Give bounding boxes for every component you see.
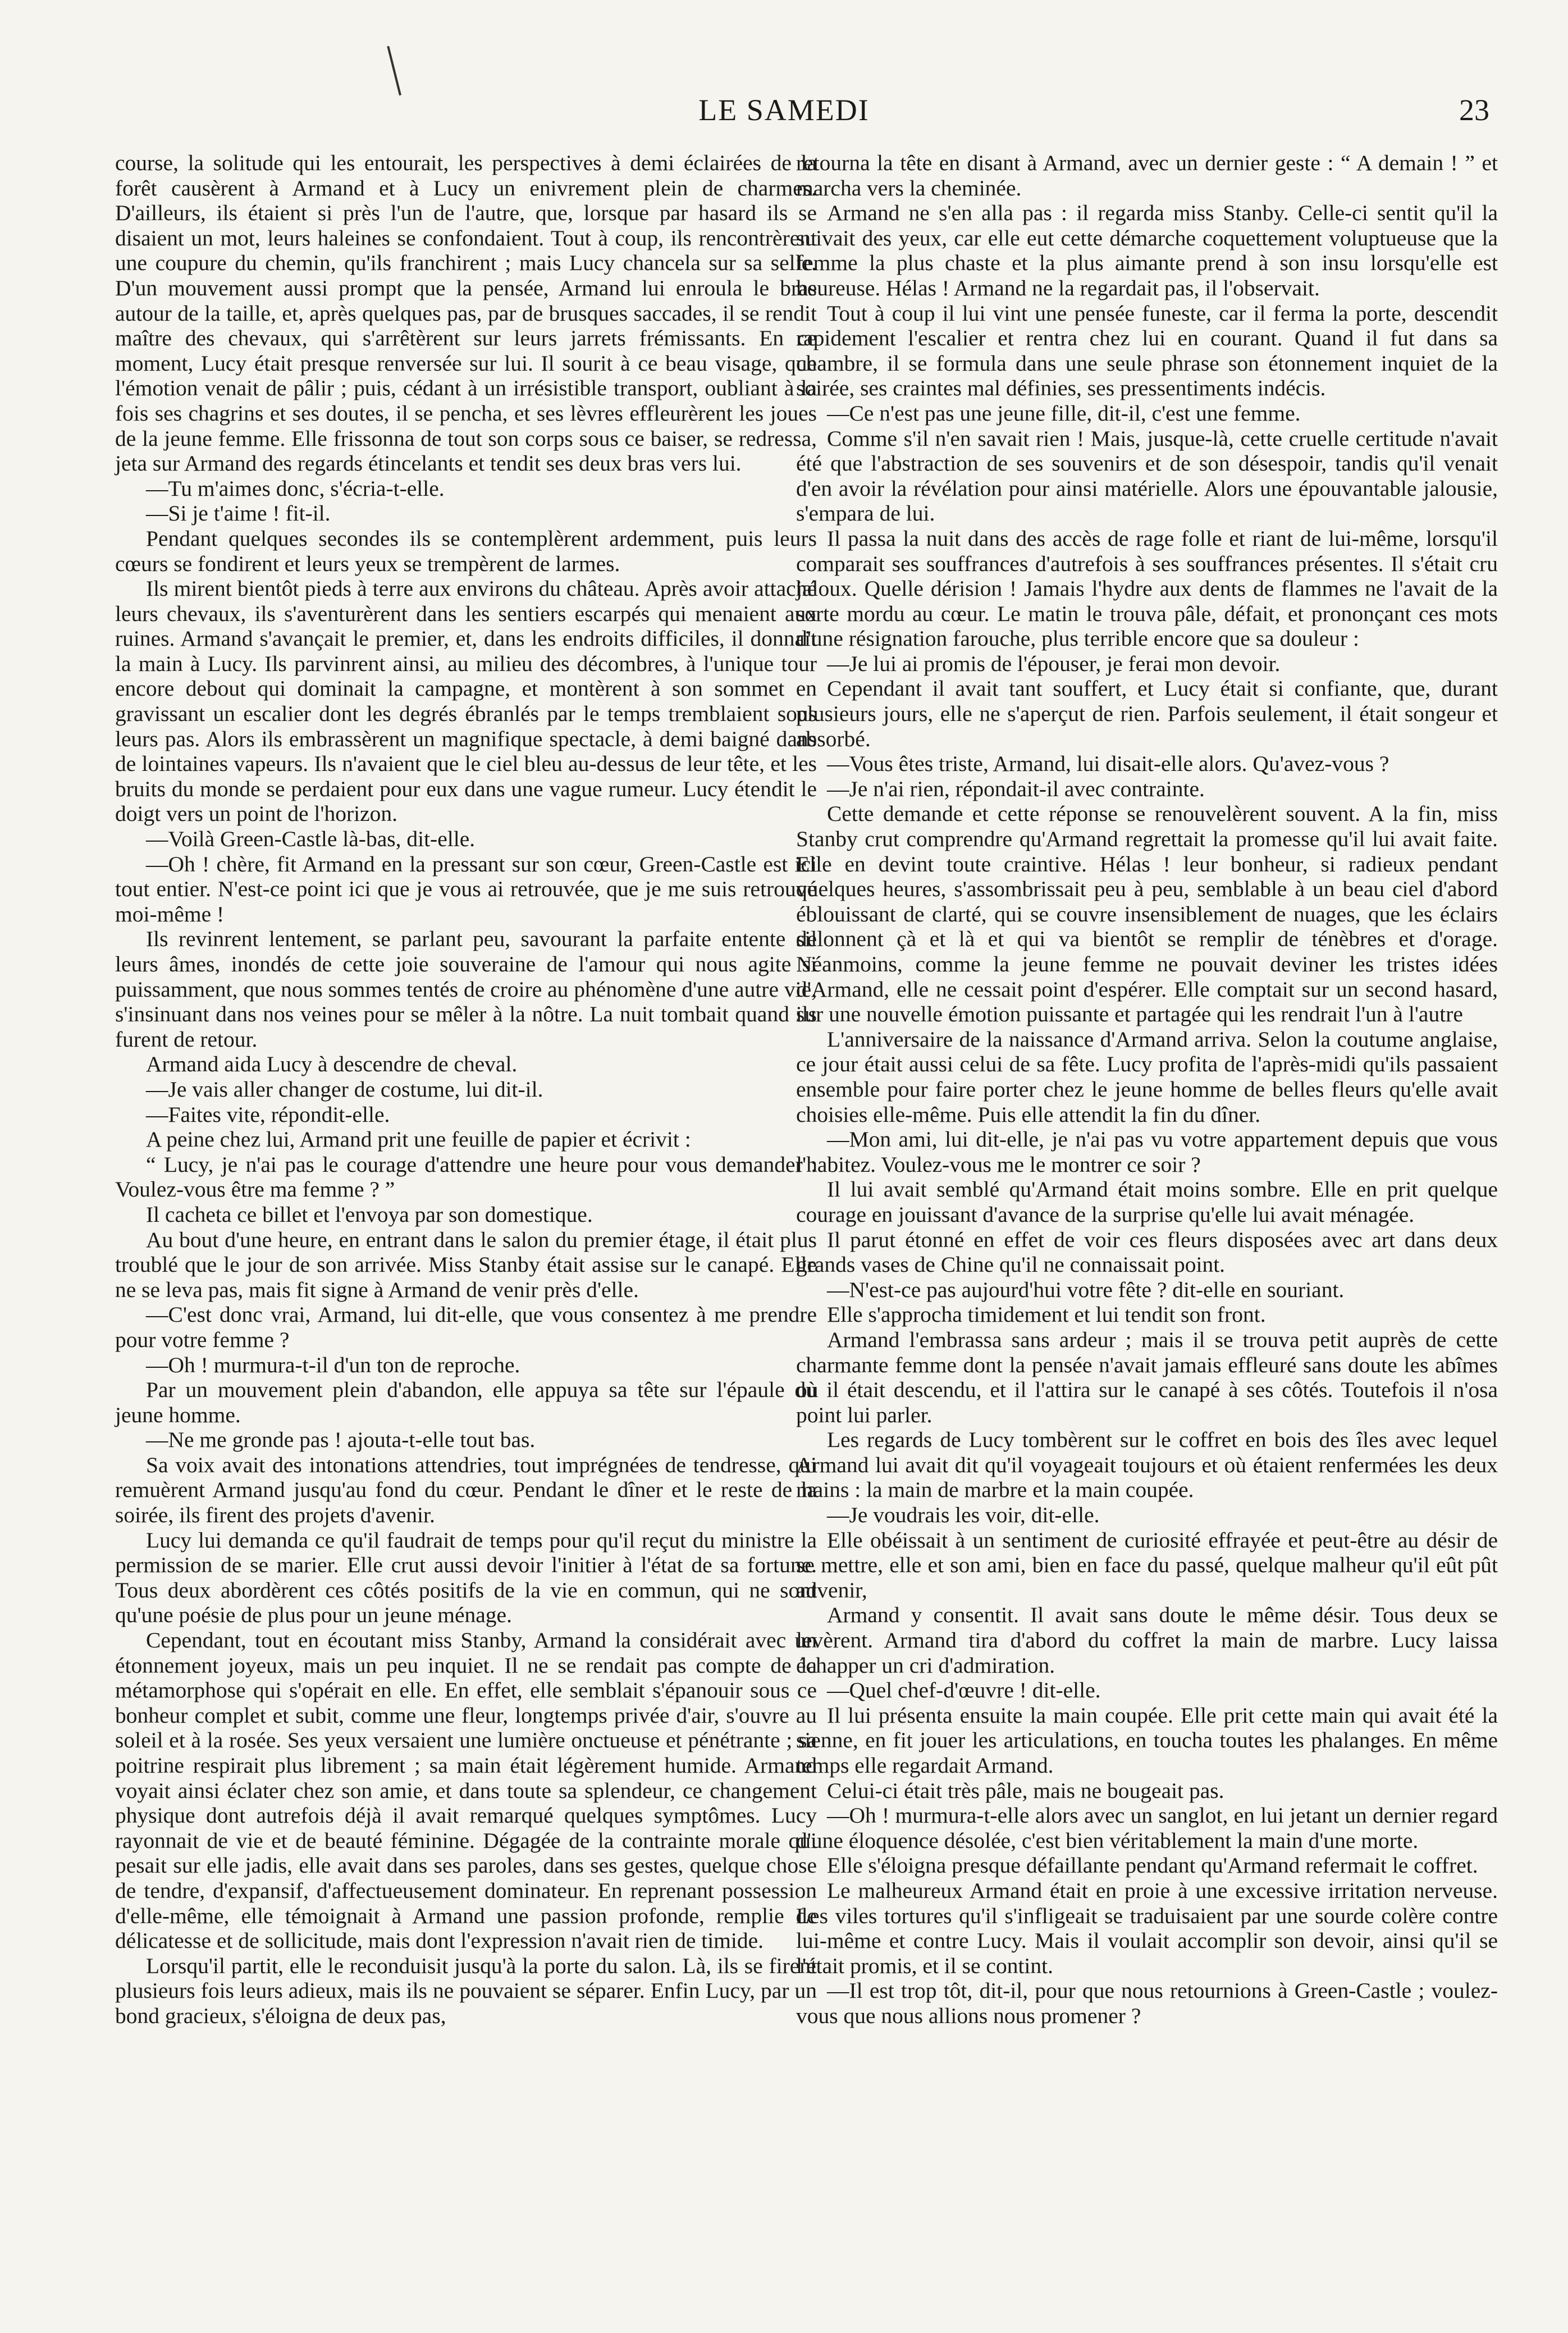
paragraph: A peine chez lui, Armand prit une feuille de papier et écrivit :: [146, 1127, 691, 1152]
paragraph: —Ne me gronde pas ! ajouta-t-elle tout bas.: [146, 1427, 536, 1453]
paragraph: Elle obéissait à un sentiment de curiosité effrayée et peut-être au désir de se mettre, elle et son ami, bien en face du passé, quelque malheur qu'il eût pût advenir,: [796, 1527, 1498, 1602]
paragraph: retourna la tête en disant à Armand, avec un dernier geste : “ A demain ! ” et marcha vers la cheminée.: [796, 150, 1498, 200]
paragraph: Les regards de Lucy tombèrent sur le coffret en bois des îles avec lequel Armand lui avait dit qu'il voyageait toujours et où étaient renfermées les deux mains : la main de marbre et la main coupée.: [796, 1427, 1498, 1503]
running-title: LE SAMEDI: [698, 93, 870, 127]
paragraph: —Voilà Green-Castle là-bas, dit-elle.: [146, 827, 476, 852]
paragraph: —Je voudrais les voir, dit-elle.: [827, 1503, 1100, 1528]
paragraph: Cependant il avait tant souffert, et Lucy était si confiante, que, durant plusieurs jours, elle ne s'aperçut de rien. Parfois seulement, il était songeur et absorbé.: [796, 676, 1498, 751]
paragraph: Celui-ci était très pâle, mais ne bougeait pas.: [827, 1778, 1224, 1803]
paragraph: Par un mouvement plein d'abandon, elle appuya sa tête sur l'épaule du jeune homme.: [115, 1377, 817, 1427]
stray-ink-mark: [387, 45, 405, 95]
paragraph: —Si je t'aime ! fit-il.: [146, 501, 331, 526]
paragraph: Ils revinrent lentement, se parlant peu, savourant la parfaite entente de leurs âmes, inondés de cette joie souveraine de l'amour qui nous agite si puissamment, que nous sommes tentés de croire au phénomène d'une autre vie, s'insinuant dans nos veines pour se mêler à la nôtre. La nuit tombait quand ils furent de retour.: [115, 926, 817, 1052]
paragraph: Armand l'embrassa sans ardeur ; mais il se trouva petit auprès de cette charmante femme dont la pensée n'avait jamais effleuré sans doute les abîmes où il était descendu, et il l'attira sur le canapé à ses côtés. Toutefois il n'osa point lui parler.: [796, 1327, 1498, 1427]
paragraph: Au bout d'une heure, en entrant dans le salon du premier étage, il était plus troublé que le jour de son arrivée. Miss Stanby était assise sur le canapé. Elle ne se leva pas, mais fit signe à Armand de venir près d'elle.: [115, 1227, 817, 1302]
paragraph: Elle s'approcha timidement et lui tendit son front.: [827, 1302, 1266, 1327]
paragraph: Sa voix avait des intonations attendries, tout imprégnées de tendresse, qui remuèrent Armand jusqu'au fond du cœur. Pendant le dîner et le reste de la soirée, ils firent des projets d'avenir.: [115, 1452, 817, 1528]
paragraph: —Oh ! chère, fit Armand en la pressant sur son cœur, Green-Castle est ici tout entier. N'est-ce point ici que je vous ai retrouvée, que je me suis retrouvé moi-même !: [115, 851, 817, 926]
paragraph: —Je lui ai promis de l'épouser, je ferai mon devoir.: [827, 651, 1281, 676]
paragraph: —C'est donc vrai, Armand, lui dit-elle, que vous consentez à me prendre pour votre femme ?: [115, 1302, 817, 1352]
paragraph: course, la solitude qui les entourait, les perspectives à demi éclairées de la forêt causèrent à Armand et à Lucy un enivrement plein de charmes. D'ailleurs, ils étaient si près l'un de l'autre, que, lorsque par hasard ils se disaient un mot, leurs haleines se confondaient. Tout à coup, ils rencontrèrent une coupure du chemin, qu'ils franchirent ; mais Lucy chancela sur sa selle. D'un mouvement aussi prompt que la pensée, Armand lui enroula le bras autour de la taille, et, après quelques pas, par de brusques saccades, il se rendit maître des chevaux, qui s'arrêtèrent sur leurs jarrets frémissants. En ce moment, Lucy était presque renversée sur lui. Il sourit à ce beau visage, que l'émotion venait de pâlir ; puis, cédant à un irrésistible transport, oubliant à la fois ses chagrins et ses doutes, il se pencha, et ses lèvres effleurèrent les joues de la jeune femme. Elle frissonna de tout son corps sous ce baiser, se redressa, jeta sur Armand des regards étincelants et tendit ses deux bras vers lui.: [115, 150, 817, 476]
paragraph: Il cacheta ce billet et l'envoya par son domestique.: [146, 1202, 593, 1227]
paragraph: Elle s'éloigna presque défaillante pendant qu'Armand refermait le coffret.: [827, 1853, 1478, 1878]
paragraph: Ils mirent bientôt pieds à terre aux environs du château. Après avoir attaché leurs chevaux, ils s'aventurèrent dans les sentiers escarpés qui menaient aux ruines. Armand s'avançait le premier, et, dans les endroits difficiles, il donnait la main à Lucy. Ils parvinrent ainsi, au milieu des décombres, à l'unique tour encore debout qui dominait la campagne, et montèrent à son sommet en gravissant un escalier dont les degrés ébranlés par le temps tremblaient sous leurs pas. Alors ils embrassèrent un magnifique spectacle, à demi baigné dans de lointaines vapeurs. Ils n'avaient que le ciel bleu au-dessus de leur tête, et les bruits du monde se perdaient pour eux dans une vague rumeur. Lucy étendit le doigt vers un point de l'horizon.: [115, 576, 817, 827]
left-text-column: [115, 150, 817, 2029]
paragraph: Tout à coup il lui vint une pensée funeste, car il ferma la porte, descendit rapidement l'escalier et rentra chez lui en courant. Quand il fut dans sa chambre, il se formula dans une seule phrase son étonnement inquiet de la soirée, ses craintes mal définies, ses pressentiments indécis.: [796, 300, 1498, 401]
paragraph: Cette demande et cette réponse se renouvelèrent souvent. A la fin, miss Stanby crut comprendre qu'Armand regrettait la promesse qu'il lui avait faite. Elle en devint toute craintive. Hélas ! leur bonheur, si radieux pendant quelques heures, s'assombrissait peu à peu, semblable à un beau ciel d'abord éblouissant de clarté, qui se couvre insensiblement de nuages, que les éclairs sillonnent çà et là et qui va bientôt se remplir de ténèbres et d'orage. Néanmoins, comme la jeune femme ne pouvait deviner les tristes idées d'Armand, elle ne cessait point d'espérer. Elle comptait sur un second hasard, sur une nouvelle émotion puissante et partagée qui les rendrait l'un à l'autre: [796, 801, 1498, 1027]
paragraph: Armand aida Lucy à descendre de cheval.: [146, 1052, 518, 1077]
paragraph: —Vous êtes triste, Armand, lui disait-elle alors. Qu'avez-vous ?: [827, 751, 1389, 777]
paragraph: Il lui avait semblé qu'Armand était moins sombre. Elle en prit quelque courage en jouissant d'avance de la surprise qu'elle lui avait ménagée.: [796, 1177, 1498, 1227]
paragraph: —Je n'ai rien, répondait-il avec contrainte.: [827, 776, 1205, 801]
paragraph: Pendant quelques secondes ils se contemplèrent ardemment, puis leurs cœurs se fondirent et leurs yeux se trempèrent de larmes.: [115, 526, 817, 576]
paragraph: Armand ne s'en alla pas : il regarda miss Stanby. Celle-ci sentit qu'il la suivait des yeux, car elle eut cette démarche coquettement voluptueuse que la femme la plus chaste et la plus aimante prend à son insu lorsqu'elle est heureuse. Hélas ! Armand ne la regardait pas, il l'observait.: [796, 200, 1498, 300]
paragraph: Lucy lui demanda ce qu'il faudrait de temps pour qu'il reçut du ministre la permission de se marier. Elle crut aussi devoir l'initier à l'état de sa fortune. Tous deux abordèrent ces côtés positifs de la vie en commun, qui ne sont qu'une poésie de plus pour un jeune ménage.: [115, 1527, 817, 1628]
paragraph: —Il est trop tôt, dit-il, pour que nous retournions à Green-Castle ; voulez-vous que nous allions nous promener ?: [796, 1978, 1498, 2028]
paragraph: —Ce n'est pas une jeune fille, dit-il, c'est une femme.: [827, 400, 1301, 426]
page-number: 23: [1459, 93, 1489, 127]
right-text-column: [796, 150, 1498, 2029]
paragraph: —Quel chef-d'œuvre ! dit-elle.: [827, 1678, 1101, 1703]
page-header: [0, 93, 1568, 132]
paragraph: L'anniversaire de la naissance d'Armand arriva. Selon la coutume anglaise, ce jour était aussi celui de sa fête. Lucy profita de l'après-midi qu'ils passaient ensemble pour faire porter chez le jeune homme de belles fleurs qu'elle avait choisies elle-même. Puis elle attendit la fin du dîner.: [796, 1026, 1498, 1127]
paragraph: Il passa la nuit dans des accès de rage folle et riant de lui-même, lorsqu'il comparait ses souffrances d'autrefois à ses souffrances présentes. Il s'était cru jaloux. Quelle dérision ! Jamais l'hydre aux dents de flammes ne l'avait de la sorte mordu au cœur. Le matin le trouva pâle, défait, et prononçant ces mots d'une résignation farouche, plus terrible encore que sa douleur :: [796, 526, 1498, 651]
paragraph: —Tu m'aimes donc, s'écria-t-elle.: [146, 476, 445, 501]
paragraph: Armand y consentit. Il avait sans doute le même désir. Tous deux se levèrent. Armand tira d'abord du coffret la main de marbre. Lucy laissa échapper un cri d'admiration.: [796, 1602, 1498, 1678]
paragraph: Le malheureux Armand était en proie à une excessive irritation nerveuse. Les viles tortures qu'il s'infligeait se traduisaient par une sourde colère contre lui-même et contre Lucy. Mais il voulait accomplir son devoir, ainsi qu'il se l'était promis, et il se contint.: [796, 1878, 1498, 1978]
paragraph: —N'est-ce pas aujourd'hui votre fête ? dit-elle en souriant.: [827, 1277, 1345, 1302]
paragraph: —Oh ! murmura-t-elle alors avec un sanglot, en lui jetant un dernier regard d'une éloquence désolée, c'est bien véritablement la main d'une morte.: [796, 1803, 1498, 1853]
paragraph: —Je vais aller changer de costume, lui dit-il.: [146, 1076, 543, 1102]
paragraph: —Mon ami, lui dit-elle, je n'ai pas vu votre appartement depuis que vous l'habitez. Voulez-vous me le montrer ce soir ?: [796, 1127, 1498, 1177]
paragraph: Lorsqu'il partit, elle le reconduisit jusqu'à la porte du salon. Là, ils se firent plusieurs fois leurs adieux, mais ils ne pouvaient se séparer. Enfin Lucy, par un bond gracieux, s'éloigna de deux pas,: [115, 1953, 817, 2028]
paragraph: Cependant, tout en écoutant miss Stanby, Armand la considérait avec un étonnement joyeux, mais un peu inquiet. Il ne se rendait pas compte de la métamorphose qui s'opérait en elle. En effet, elle semblait s'épanouir sous ce bonheur complet et subit, comme une fleur, longtemps privée d'air, s'ouvre au soleil et à la rosée. Ses yeux versaient une lumière onctueuse et pénétrante ; sa poitrine respirait plus librement ; sa main était légèrement humide. Armand voyait ainsi éclater chez son amie, et dans toute sa splendeur, ce changement physique dont autrefois déjà il avait remarqué quelques symptômes. Lucy rayonnait de vie et de beauté féminine. Dégagée de la contrainte morale qui pesait sur elle jadis, elle avait dans ses paroles, dans ses gestes, quelque chose de tendre, d'expansif, d'affectueusement dominateur. En reprenant possession d'elle-même, elle témoignait à Armand une passion profonde, remplie de délicatesse et de sollicitude, mais dont l'expression n'avait rien de timide.: [115, 1628, 817, 1953]
paragraph: Il lui présenta ensuite la main coupée. Elle prit cette main qui avait été la sienne, en fit jouer les articulations, en toucha toutes les phalanges. En même temps elle regardait Armand.: [796, 1702, 1498, 1778]
paragraph: Comme s'il n'en savait rien ! Mais, jusque-là, cette cruelle certitude n'avait été que l'abstraction de ses souvenirs et de son désespoir, tandis qu'il venait d'en avoir la révélation pour ainsi matérielle. Alors une épouvantable jalousie, s'empara de lui.: [796, 426, 1498, 526]
paragraph: Il parut étonné en effet de voir ces fleurs disposées avec art dans deux grands vases de Chine qu'il ne connaissait point.: [796, 1227, 1498, 1277]
paragraph: —Oh ! murmura-t-il d'un ton de reproche.: [146, 1352, 520, 1377]
paragraph: —Faites vite, répondit-elle.: [146, 1102, 390, 1127]
paragraph: “ Lucy, je n'ai pas le courage d'attendre une heure pour vous demander : Voulez-vous être ma femme ? ”: [115, 1152, 817, 1202]
